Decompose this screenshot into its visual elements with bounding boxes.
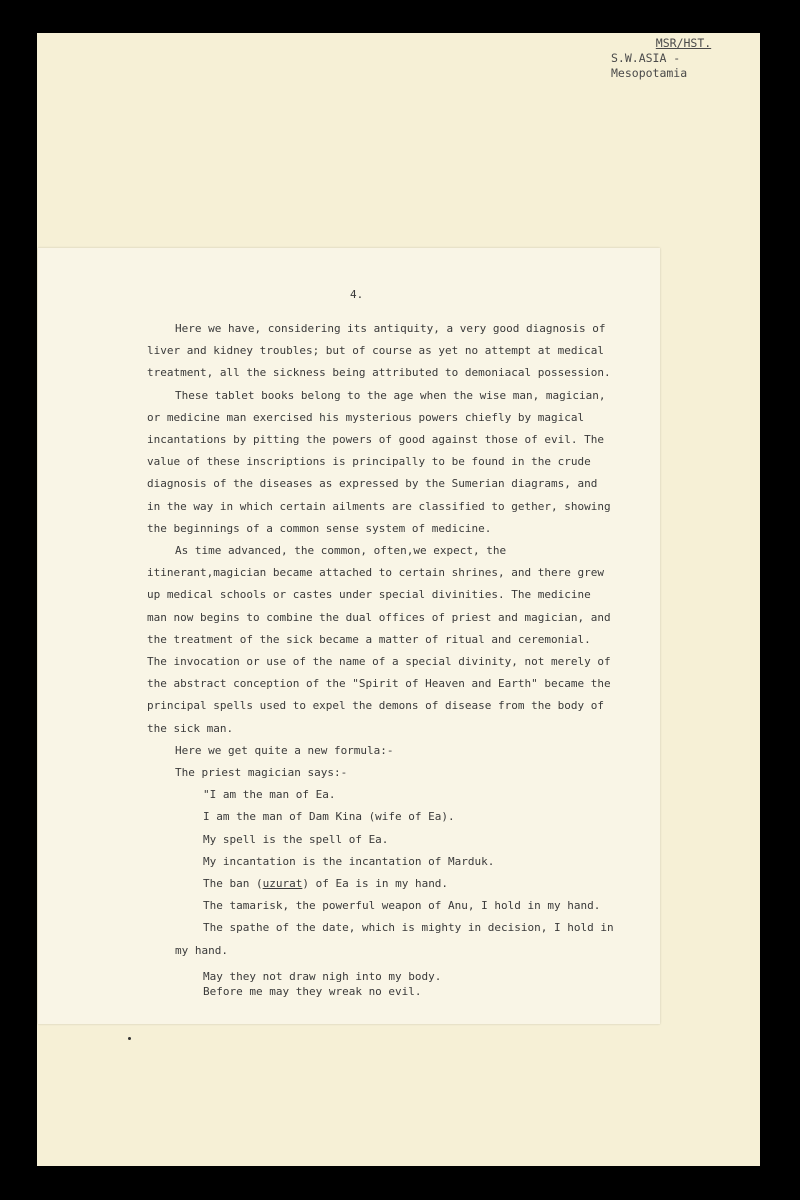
incantation-block: [147, 784, 617, 999]
incantation-line: "I am the man of Ea.: [203, 788, 336, 802]
incantation-line: I am the man of Dam Kina (wife of Ea).: [203, 810, 455, 824]
page-body: [147, 318, 617, 999]
archive-reference-header: [611, 36, 756, 81]
incantation-text: ) of Ea is in my hand.: [302, 877, 449, 891]
incantation-line: [147, 873, 617, 895]
priest-says: The priest magician says:-: [175, 766, 348, 780]
reference-category: S.W.ASIA - Mesopotamia: [611, 51, 688, 80]
incantation-line: The tamarisk, the powerful weapon of Anu, I hold in my hand.: [203, 899, 601, 913]
typescript-page: [38, 248, 660, 1024]
underlined-term: uzurat: [262, 877, 303, 891]
paragraph: These tablet books belong to the age when the wise man, magician, or medicine man exercised his mysterious powers chiefly by magical incantations by pitting the powers of good against those of evil. The value of these inscriptions is principally to be found in the crude diagnosis of the diseases as expressed by the Sumerian diagrams, and in the way in which certain ailments are classified to gether, showing the beginnings of a common sense system of medicine.: [147, 388, 611, 535]
incantation-text: The ban (: [203, 877, 263, 891]
incantation-line: My spell is the spell of Ea.: [203, 832, 389, 846]
formula-intro: Here we get quite a new formula:-: [175, 743, 394, 757]
page-number: 4.: [350, 288, 364, 301]
reference-code: MSR/HST.: [655, 36, 712, 50]
incantation-line: Before me may they wreak no evil.: [203, 984, 422, 998]
incantation-line: My incantation is the incantation of Marduk.: [203, 854, 495, 868]
paragraph: Here we have, considering its antiquity, a very good diagnosis of liver and kidney troubles; but of course as yet no attempt at medical treatment, all the sickness being attributed to demoniacal possession.: [147, 322, 611, 380]
incantation-line: The spathe of the date, which is mighty in decision, I hold in my hand.: [175, 921, 614, 957]
incantation-line: May they not draw nigh into my body.: [203, 969, 442, 983]
dust-speck: [128, 1037, 131, 1040]
paragraph: As time advanced, the common, often,we expect, the itinerant,magician became attached to certain shrines, and there grew up medical schools or castes under special divinities. The medicine man now begins to combine the dual offices of priest and magician, and the treatment of the sick became a matter of ritual and ceremonial. The invocation or use of the name of a special divinity, not merely of the abstract conception of the "Spirit of Heaven and Earth" became the principal spells used to expel the demons of disease from the body of the sick man.: [147, 544, 611, 735]
